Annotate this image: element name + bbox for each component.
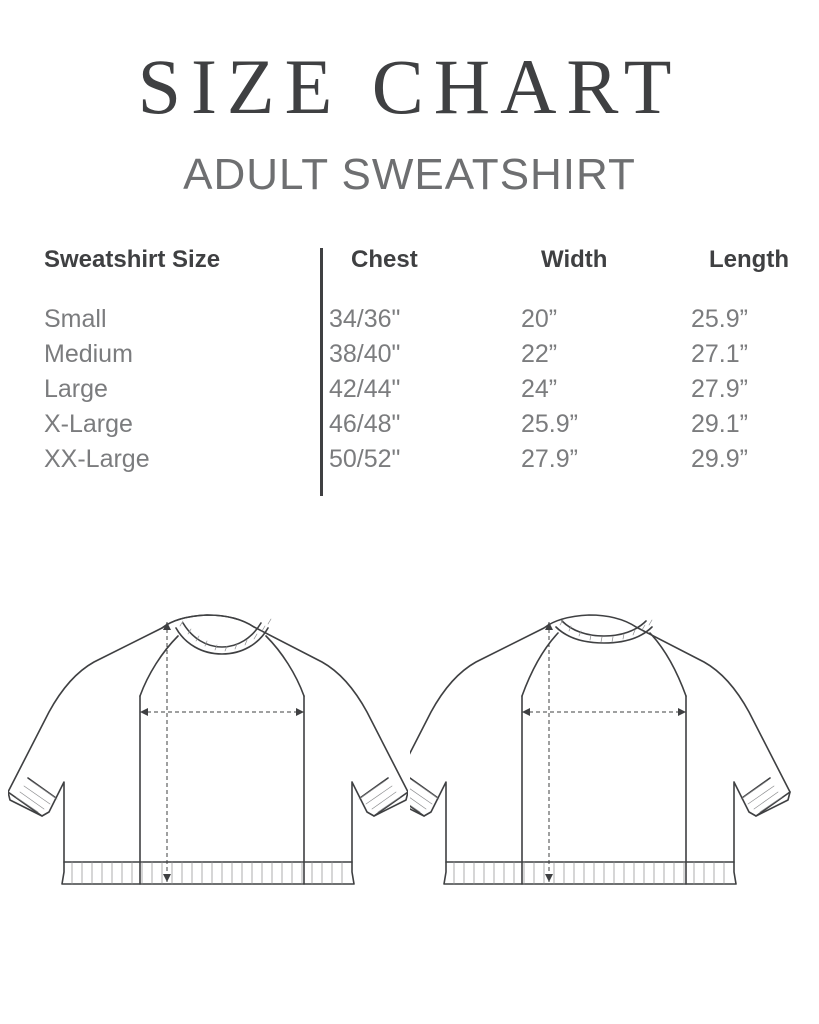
page-title: SIZE CHART [137, 43, 682, 130]
table-row [44, 407, 819, 442]
length-measurement-arrow [163, 622, 171, 882]
cell-chest: 42/44" [329, 375, 401, 403]
table-vertical-divider [320, 248, 323, 496]
cell-width: 20” [521, 305, 558, 333]
cell-length: 25.9” [691, 305, 748, 333]
width-measurement-arrow [522, 708, 686, 716]
length-measurement-arrow [545, 622, 553, 882]
table-header-row [44, 246, 819, 302]
column-header-width: Width [541, 246, 608, 273]
table-row [44, 372, 819, 407]
size-table [44, 246, 819, 477]
table-row [44, 442, 819, 477]
cell-size: XX-Large [44, 445, 150, 473]
column-header-length: Length [709, 246, 789, 273]
cell-width: 25.9” [521, 410, 578, 438]
cell-length: 27.9” [691, 375, 748, 403]
cell-length: 27.1” [691, 340, 748, 368]
width-measurement-arrow [140, 708, 304, 716]
cell-length: 29.9” [691, 445, 748, 473]
cell-width: 24” [521, 375, 558, 403]
cell-width: 27.9” [521, 445, 578, 473]
cell-chest: 34/36" [329, 305, 401, 333]
cell-size: Medium [44, 340, 133, 368]
column-header-chest: Chest [351, 246, 418, 273]
cell-chest: 38/40" [329, 340, 401, 368]
table-row [44, 302, 819, 337]
cell-width: 22” [521, 340, 558, 368]
cell-chest: 50/52" [329, 445, 401, 473]
size-table-container [44, 246, 789, 477]
cell-size: Large [44, 375, 108, 403]
cell-size: Small [44, 305, 107, 333]
garment-illustrations [0, 600, 819, 940]
sweatshirt-front-illustration [8, 600, 408, 920]
column-header-size: Sweatshirt Size [44, 246, 221, 273]
cell-size: X-Large [44, 410, 133, 438]
table-row [44, 337, 819, 372]
cell-chest: 46/48" [329, 410, 401, 438]
page-subtitle: ADULT SWEATSHIRT [183, 150, 636, 199]
sweatshirt-back-illustration [410, 600, 810, 920]
cell-length: 29.1” [691, 410, 748, 438]
